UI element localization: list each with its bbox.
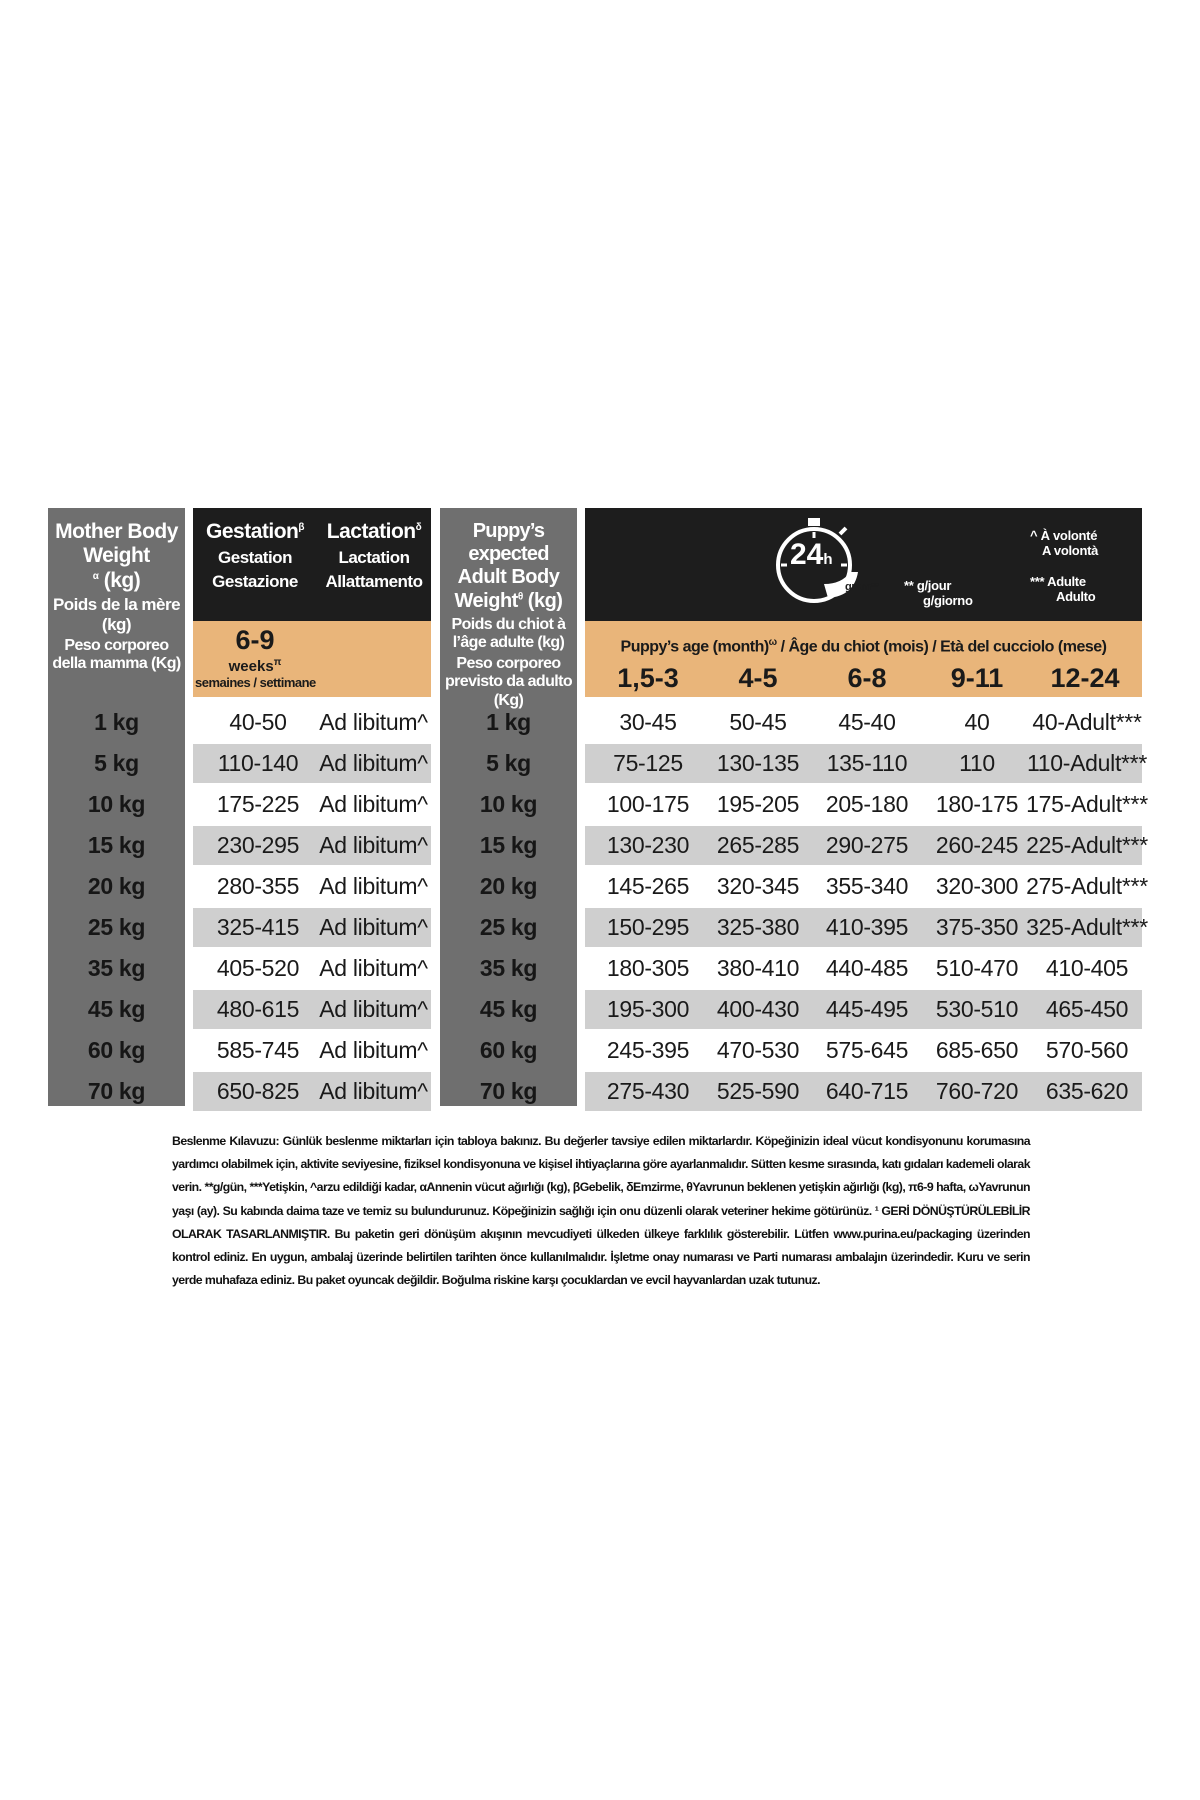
weeks-block bbox=[195, 626, 315, 691]
avolonta-label: A volontà bbox=[1042, 543, 1099, 558]
age-value-cell: 760-720 bbox=[935, 1078, 1019, 1104]
age-value-cell: 640-715 bbox=[825, 1078, 909, 1104]
age-value-cell: 100-175 bbox=[606, 791, 690, 817]
age-value-cell: 400-430 bbox=[716, 996, 800, 1022]
age-value-cell: 290-275 bbox=[825, 832, 909, 858]
lactation-cell: Ad libitum^ bbox=[319, 914, 428, 940]
gestation-header bbox=[193, 520, 317, 592]
weeks-sub: semaines / settimane bbox=[195, 675, 316, 690]
lactation-cell: Ad libitum^ bbox=[319, 1037, 428, 1063]
feeding-guide-footnote bbox=[172, 1130, 1030, 1292]
age-column-header: 1,5-3 bbox=[617, 663, 679, 693]
lactation-title: Lactation bbox=[326, 520, 416, 543]
age-column-header: 6-8 bbox=[847, 663, 887, 693]
gram-label: gram** bbox=[845, 581, 879, 593]
age-column-header: 4-5 bbox=[738, 663, 778, 693]
age-value-cell: 225-Adult*** bbox=[1026, 832, 1148, 858]
age-value-cell: 130-135 bbox=[716, 750, 800, 776]
age-value-cell: 135-110 bbox=[826, 750, 908, 776]
age-value-cell: 75-125 bbox=[613, 750, 683, 776]
age-value-cell: 510-470 bbox=[935, 955, 1019, 981]
ggiorno-label: g/giorno bbox=[923, 593, 973, 608]
age-value-cell: 410-395 bbox=[825, 914, 909, 940]
gestation-cell: 480-615 bbox=[216, 996, 300, 1022]
age-value-cell: 320-300 bbox=[935, 873, 1019, 899]
gestation-it: Gestazione bbox=[212, 572, 298, 592]
age-value-cell: 265-285 bbox=[716, 832, 800, 858]
gestation-cell: 110-140 bbox=[217, 750, 299, 776]
mother-weight-cell: 60 kg bbox=[87, 1037, 146, 1063]
age-value-cell: 635-620 bbox=[1045, 1078, 1129, 1104]
lactation-cell: Ad libitum^ bbox=[319, 1078, 428, 1104]
avolonte-block bbox=[1030, 528, 1098, 558]
lactation-fr: Lactation bbox=[338, 548, 410, 568]
age-value-cell: 195-205 bbox=[716, 791, 800, 817]
mother-fr: Poids de la mère (kg) bbox=[52, 595, 181, 634]
clock-hours-unit: h bbox=[823, 551, 833, 568]
age-value-cell: 175-Adult*** bbox=[1026, 791, 1148, 817]
age-value-cell: 180-175 bbox=[935, 791, 1019, 817]
lactation-cell: Ad libitum^ bbox=[319, 791, 428, 817]
puppy-it: Peso corporeo previsto da adulto (Kg) bbox=[445, 654, 572, 709]
puppy-title-unit: (kg) bbox=[527, 589, 563, 612]
puppy-weight-cell: 5 kg bbox=[486, 750, 531, 776]
adulto-label: Adulto bbox=[1056, 589, 1096, 604]
age-value-cell: 685-650 bbox=[935, 1037, 1019, 1063]
age-value-cell: 325-Adult*** bbox=[1026, 914, 1148, 940]
age-value-cell: 530-510 bbox=[935, 996, 1019, 1022]
age-value-cell: 145-265 bbox=[606, 873, 690, 899]
gjour-block bbox=[904, 578, 973, 608]
mother-it: Peso corporeo della mamma (Kg) bbox=[52, 636, 181, 673]
puppy-weight-cell: 15 kg bbox=[479, 832, 538, 858]
weeks-label: weeks bbox=[228, 658, 274, 675]
gestation-cell: 40-50 bbox=[229, 709, 287, 735]
mother-weight-cell: 5 kg bbox=[94, 750, 139, 776]
age-value-cell: 375-350 bbox=[935, 914, 1019, 940]
mother-title-unit: (kg) bbox=[103, 568, 141, 592]
puppy-weight-cell: 70 kg bbox=[479, 1078, 538, 1104]
mother-weight-cell: 35 kg bbox=[87, 955, 146, 981]
mother-title-sup: α bbox=[92, 570, 99, 582]
lactation-cell: Ad libitum^ bbox=[319, 873, 428, 899]
clock-hours bbox=[790, 540, 850, 575]
age-value-cell: 45-40 bbox=[838, 709, 896, 735]
age-column-header: 12-24 bbox=[1050, 663, 1120, 693]
puppy-weight-cell: 10 kg bbox=[479, 791, 538, 817]
avolonte-label: ^ À volonté bbox=[1030, 528, 1098, 543]
age-label bbox=[585, 637, 1142, 656]
mother-weight-cell: 25 kg bbox=[87, 914, 146, 940]
gestation-cell: 650-825 bbox=[216, 1078, 300, 1104]
age-value-cell: 570-560 bbox=[1045, 1037, 1129, 1063]
lactation-cell: Ad libitum^ bbox=[319, 832, 428, 858]
age-value-cell: 440-485 bbox=[825, 955, 909, 981]
mother-weight-cell: 45 kg bbox=[87, 996, 146, 1022]
lactation-cell: Ad libitum^ bbox=[319, 750, 428, 776]
puppy-weight-cell: 20 kg bbox=[479, 873, 538, 899]
age-value-cell: 275-Adult*** bbox=[1026, 873, 1148, 899]
age-value-cell: 320-345 bbox=[716, 873, 800, 899]
age-label-en: Puppy’s age (month) bbox=[620, 638, 769, 656]
age-value-cell: 40 bbox=[964, 709, 990, 735]
gestation-title: Gestation bbox=[206, 520, 299, 543]
adulte-label: *** Adulte bbox=[1030, 574, 1086, 589]
age-value-cell: 130-230 bbox=[606, 832, 690, 858]
puppy-weight-cell: 45 kg bbox=[479, 996, 538, 1022]
puppy-title-1: Puppy’s expected bbox=[468, 520, 549, 566]
age-value-cell: 275-430 bbox=[606, 1078, 690, 1104]
puppy-weight-cell: 35 kg bbox=[479, 955, 538, 981]
lactation-cell: Ad libitum^ bbox=[319, 709, 428, 735]
age-value-cell: 245-395 bbox=[606, 1037, 690, 1063]
age-value-cell: 195-300 bbox=[606, 996, 690, 1022]
age-label-sup: ω bbox=[768, 637, 777, 648]
age-value-cell: 205-180 bbox=[825, 791, 909, 817]
puppy-weight-cell: 60 kg bbox=[479, 1037, 538, 1063]
puppy-weight-cell: 1 kg bbox=[486, 709, 531, 735]
gestation-cell: 325-415 bbox=[216, 914, 300, 940]
age-value-cell: 110 bbox=[959, 750, 995, 776]
mother-weight-cell: 70 kg bbox=[87, 1078, 146, 1104]
age-value-cell: 150-295 bbox=[606, 914, 690, 940]
gestation-cell: 280-355 bbox=[216, 873, 300, 899]
mother-weight-header bbox=[48, 520, 185, 674]
gjour-label: ** g/jour bbox=[904, 578, 952, 593]
gestation-cell: 175-225 bbox=[216, 791, 300, 817]
age-value-cell: 30-45 bbox=[619, 709, 677, 735]
age-value-cell: 525-590 bbox=[716, 1078, 800, 1104]
age-value-cell: 445-495 bbox=[825, 996, 909, 1022]
lactation-cell: Ad libitum^ bbox=[319, 955, 428, 981]
puppy-title-3: Weight bbox=[454, 589, 518, 612]
age-column-header: 9-11 bbox=[950, 663, 1004, 693]
weeks-sup: π bbox=[273, 657, 282, 668]
gestation-cell: 230-295 bbox=[216, 832, 300, 858]
age-value-cell: 575-645 bbox=[825, 1037, 909, 1063]
puppy-fr: Poids du chiot à l’âge adulte (kg) bbox=[451, 615, 566, 652]
age-value-cell: 50-45 bbox=[729, 709, 787, 735]
puppy-adult-header bbox=[438, 520, 579, 710]
age-value-cell: 410-405 bbox=[1045, 955, 1129, 981]
age-value-cell: 325-380 bbox=[716, 914, 800, 940]
mother-weight-cell: 15 kg bbox=[87, 832, 146, 858]
age-value-cell: 380-410 bbox=[716, 955, 800, 981]
age-value-cell: 260-245 bbox=[935, 832, 1019, 858]
weeks-value: 6-9 bbox=[235, 625, 275, 655]
puppy-title-sup: θ bbox=[517, 590, 523, 602]
age-value-cell: 180-305 bbox=[606, 955, 690, 981]
gestation-sup: β bbox=[298, 522, 304, 533]
gestation-fr: Gestation bbox=[218, 548, 292, 568]
lactation-it: Allattamento bbox=[325, 572, 423, 592]
age-label-rest: / Âge du chiot (mois) / Età del cucciolo (mese) bbox=[776, 638, 1107, 656]
age-value-cell: 40-Adult*** bbox=[1032, 709, 1142, 735]
lactation-header bbox=[317, 520, 431, 592]
puppy-weight-cell: 25 kg bbox=[479, 914, 538, 940]
adulte-block bbox=[1030, 574, 1095, 604]
gestation-cell: 585-745 bbox=[216, 1037, 300, 1063]
age-value-cell: 465-450 bbox=[1045, 996, 1129, 1022]
footnote-lead: Beslenme Kılavuzu: bbox=[172, 1134, 280, 1148]
footnote-text: Günlük beslenme miktarları için tabloya bakınız. Bu değerler tavsiye edilen miktarlardır. Köpeğinizin ideal vücut kondisyonunu korumasına yardımcı olabilmek için, aktivite seviyesine, fiziksel kondisyonuna ve kişisel ihtiyaçlarına göre ayarlanmalıdır. Sütten kesme sırasında, katı gıdaları kademeli olarak verin. **g/gün, ***Yetişkin, ^arzu edildiği kadar, αAnnenin vücut ağırlığı (kg), βGebelik, δEmzirme, θYavrunun beklenen yetişkin ağırlığı (kg), π6-9 hafta, ωYavrunun yaşı (ay). Su kabında daima taze ve temiz su bulundurunuz. Köpeğinizin sağlığı için onu düzenli olarak veteriner hekime götürünüz. ¹ GERİ DÖNÜŞTÜRÜLEBİLİR OLARAK TASARLANMIŞTIR. Bu paketin geri dönüşüm akışının mevcudiyeti ülkeden ülkeye farklılık gösterebilir. Lütfen www.purina.eu/packaging üzerinden kontrol ediniz. En uygun, ambalaj üzerinde belirtilen tarihten önce kullanılmalıdır. İşletme onay numarası ve Parti numarası ambalajın üzerindedir. Kuru ve serin yerde muhafaza ediniz. Bu paket oyuncak değildir. Boğulma riskine karşı çocuklardan ve evcil hayvanlardan uzak tutunuz. bbox=[172, 1134, 1030, 1288]
age-value-cell: 470-530 bbox=[716, 1037, 800, 1063]
gestation-cell: 405-520 bbox=[216, 955, 300, 981]
mother-weight-cell: 10 kg bbox=[87, 791, 146, 817]
puppy-title-2: Adult Body bbox=[457, 566, 560, 589]
mother-weight-cell: 20 kg bbox=[87, 873, 146, 899]
lactation-cell: Ad libitum^ bbox=[319, 996, 428, 1022]
age-value-cell: 355-340 bbox=[825, 873, 909, 899]
mother-title: Mother Body Weight bbox=[55, 520, 178, 568]
lactation-sup: δ bbox=[415, 522, 422, 533]
age-value-cell: 110-Adult*** bbox=[1026, 750, 1147, 776]
clock-hours-value: 24 bbox=[790, 538, 824, 571]
mother-weight-cell: 1 kg bbox=[94, 709, 139, 735]
